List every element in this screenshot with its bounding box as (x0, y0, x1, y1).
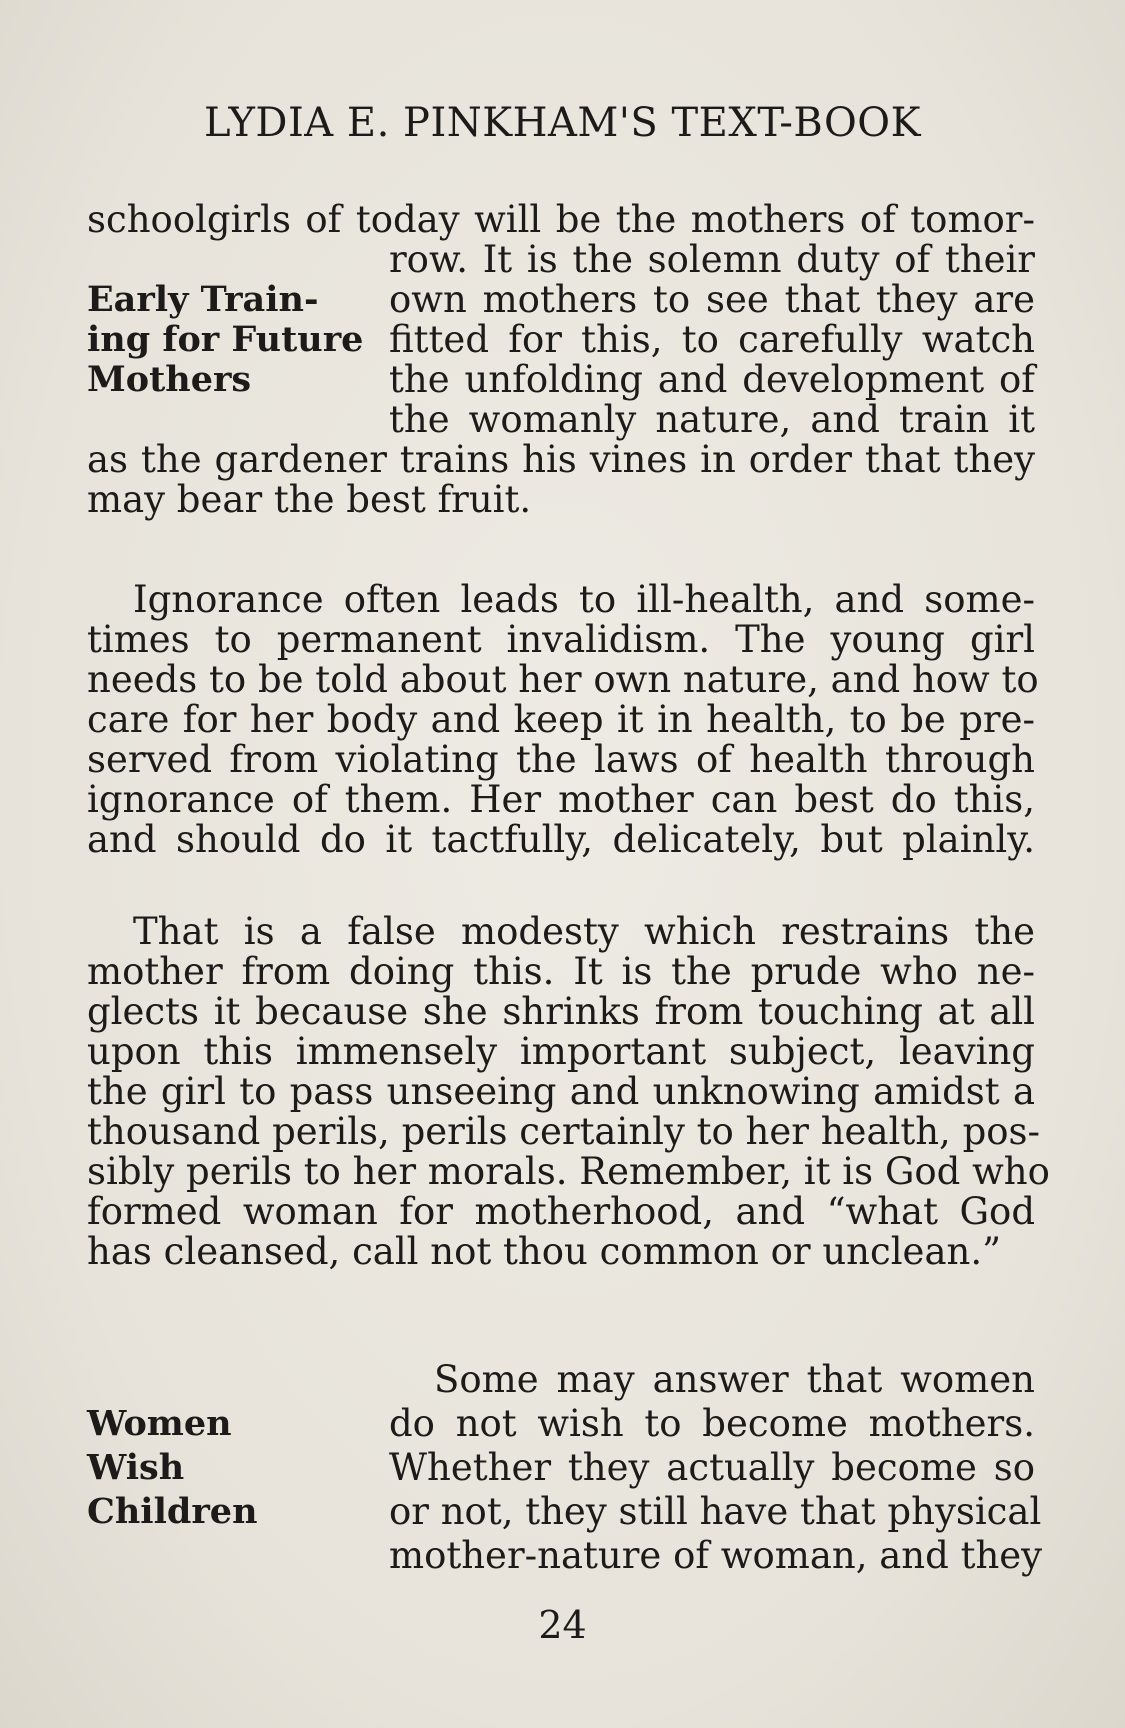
text-line: That is a false modesty which restrains the (133, 910, 1035, 953)
margin-note-line: Women (87, 1403, 232, 1444)
text-line: the womanly nature, and train it (389, 398, 1035, 441)
text-line: as the gardener trains his vines in order that they (87, 438, 1035, 481)
text-line: thousand perils, perils certainly to her health, pos- (87, 1110, 1041, 1153)
text-line: and should do it tactfully, delicately, but plainly. (87, 818, 1035, 861)
margin-note-line: ing for Future (87, 319, 364, 360)
text-line: row. It is the solemn duty of their (389, 238, 1035, 281)
text-line: has cleansed, call not thou common or unclean.” (87, 1230, 1002, 1273)
text-line: needs to be told about her own nature, and how to (87, 658, 1039, 701)
text-line: formed woman for motherhood, and “what God (87, 1190, 1035, 1233)
margin-note-line: Early Train- (87, 279, 319, 320)
margin-note-line: Mothers (87, 359, 252, 400)
text-line: the girl to pass unseeing and unknowing amidst a (87, 1070, 1035, 1113)
text-line: do not wish to become mothers. (389, 1402, 1035, 1445)
text-line: schoolgirls of today will be the mothers of tomor- (87, 198, 1035, 241)
text-line: may bear the best fruit. (87, 478, 532, 521)
text-line: ignorance of them. Her mother can best do this, (87, 778, 1035, 821)
text-line: or not, they still have that physical (389, 1490, 1042, 1533)
text-line: mother-nature of woman, and they (389, 1534, 1043, 1577)
text-line: the unfolding and development of (389, 358, 1035, 401)
text-line: glects it because she shrinks from touching at all (87, 990, 1035, 1033)
text-line: served from violating the laws of health through (87, 738, 1035, 781)
text-line: times to permanent invalidism. The young girl (87, 618, 1035, 661)
text-line: fitted for this, to carefully watch (389, 318, 1035, 361)
running-head: LYDIA E. PINKHAM'S TEXT-BOOK (204, 100, 921, 146)
text-line: Some may answer that women (434, 1358, 1035, 1401)
text-line: upon this immensely important subject, leaving (87, 1030, 1035, 1073)
text-line: Whether they actually become so (389, 1446, 1035, 1489)
text-line: mother from doing this. It is the prude who ne- (87, 950, 1035, 993)
text-line: Ignorance often leads to ill-health, and some- (133, 578, 1035, 621)
page-number: 24 (538, 1603, 587, 1647)
text-line: own mothers to see that they are (389, 278, 1035, 321)
margin-note-line: Children (87, 1491, 258, 1532)
text-line: sibly perils to her morals. Remember, it is God who (87, 1150, 1050, 1193)
margin-note-line: Wish (87, 1447, 185, 1488)
text-line: care for her body and keep it in health, to be pre- (87, 698, 1035, 741)
